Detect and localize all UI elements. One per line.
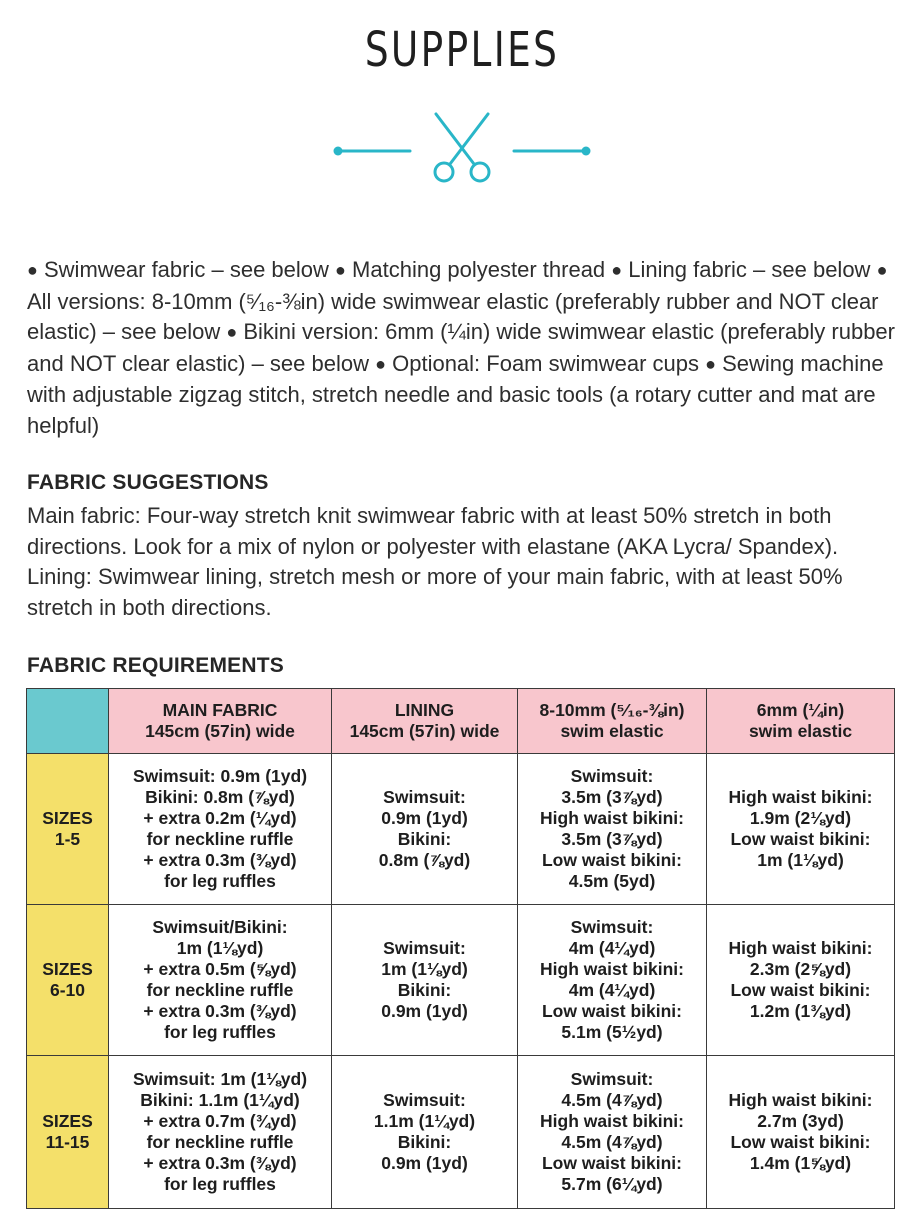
cell-wide-elastic: Swimsuit: 4.5m (4⅞yd) High waist bikini: 4.5m (4⅞yd) Low waist bikini: 5.7m (6¼yd) [518, 1056, 707, 1209]
supply-item: Matching polyester thread [352, 257, 606, 282]
cell-lining: Swimsuit: 1.1m (1¼yd) Bikini: 0.9m (1yd) [332, 1056, 518, 1209]
column-header-wide-elastic: 8-10mm (⁵⁄₁₆-⅜in) swim elastic [518, 689, 707, 754]
column-header-narrow-elastic: 6mm (¼in) swim elastic [707, 689, 895, 754]
size-label: SIZES 11-15 [27, 1056, 109, 1209]
table-corner-cell [27, 689, 109, 754]
fabric-requirements-table [26, 688, 895, 1209]
cell-narrow-elastic: High waist bikini: 2.3m (2⅝yd) Low waist bikini: 1.2m (1⅜yd) [707, 905, 895, 1056]
cell-narrow-elastic: High waist bikini: 2.7m (3yd) Low waist bikini: 1.4m (1⅝yd) [707, 1056, 895, 1209]
supply-item: Lining fabric – see below [628, 257, 871, 282]
fabric-suggestions-heading: FABRIC SUGGESTIONS [27, 471, 269, 494]
supplies-list: ● Swimwear fabric – see below ● Matching polyester thread ● Lining fabric – see below ● All versions: 8-10mm (⁵⁄₁₆-⅜in) wide swimwear elastic (preferably rubber and NOT clear elastic) – see below ● Bikini version: 6mm (¼in) wide swimwear elastic (preferably rubber and NOT clear elastic) – see below ● Optional: Foam swimwear cups ● Sewing machine with adjustable zigzag stitch, stretch needle and basic tools (a rotary cutter and mat are helpful) [27, 257, 895, 438]
fabric-requirements-heading: FABRIC REQUIREMENTS [27, 654, 284, 677]
table-row [27, 1056, 895, 1209]
size-label: SIZES 1-5 [27, 754, 109, 905]
supply-item: All versions: 8-10mm (⁵⁄₁₆-⅜in) wide swimwear elastic (preferably rubber and NOT clear elastic) – see below [27, 288, 879, 344]
cell-wide-elastic: Swimsuit: 4m (4¼yd) High waist bikini: 4m (4¼yd) Low waist bikini: 5.1m (5½yd) [518, 905, 707, 1056]
table-header-row [27, 689, 895, 754]
table-row [27, 754, 895, 905]
fabric-suggestions-text: Main fabric: Four-way stretch knit swimwear fabric with at least 50% stretch in both directions. Look for a mix of nylon or polyester with elastane (AKA Lycra/ Spandex). Lining: Swimwear lining, stretch mesh or more of your main fabric, with at least 50% stretch in both directions. [27, 503, 843, 620]
table-row [27, 905, 895, 1056]
column-header-main-fabric: MAIN FABRIC 145cm (57in) wide [109, 689, 332, 754]
supply-item: Bikini version: 6mm (¼in) wide swimwear elastic (preferably rubber and NOT clear elastic) – see below [27, 319, 895, 376]
page-title: SUPPLIES [364, 22, 560, 78]
cell-lining: Swimsuit: 0.9m (1yd) Bikini: 0.8m (⅞yd) [332, 754, 518, 905]
column-header-lining: LINING 145cm (57in) wide [332, 689, 518, 754]
cell-main-fabric: Swimsuit/Bikini: 1m (1⅛yd) + extra 0.5m (⅝yd) for neckline ruffle + extra 0.3m (⅜yd) for leg ruffles [109, 905, 332, 1056]
supply-item: Swimwear fabric – see below [44, 257, 329, 282]
scissors-icon [332, 108, 592, 188]
cell-main-fabric: Swimsuit: 1m (1⅛yd) Bikini: 1.1m (1¼yd) + extra 0.7m (¾yd) for neckline ruffle + extra 0.3m (⅜yd) for leg ruffles [109, 1056, 332, 1209]
supply-item: Optional: Foam swimwear cups [392, 350, 699, 376]
cell-wide-elastic: Swimsuit: 3.5m (3⅞yd) High waist bikini: 3.5m (3⅞yd) Low waist bikini: 4.5m (5yd) [518, 754, 707, 905]
size-label: SIZES 6-10 [27, 905, 109, 1056]
cell-lining: Swimsuit: 1m (1⅛yd) Bikini: 0.9m (1yd) [332, 905, 518, 1056]
cell-narrow-elastic: High waist bikini: 1.9m (2⅛yd) Low waist bikini: 1m (1⅛yd) [707, 754, 895, 905]
supply-item: Sewing machine with adjustable zigzag stitch, stretch needle and basic tools (a rotary cutter and mat are helpful) [27, 350, 884, 438]
cell-main-fabric: Swimsuit: 0.9m (1yd) Bikini: 0.8m (⅞yd) + extra 0.2m (¼yd) for neckline ruffle + extra 0.3m (⅜yd) for leg ruffles [109, 754, 332, 905]
